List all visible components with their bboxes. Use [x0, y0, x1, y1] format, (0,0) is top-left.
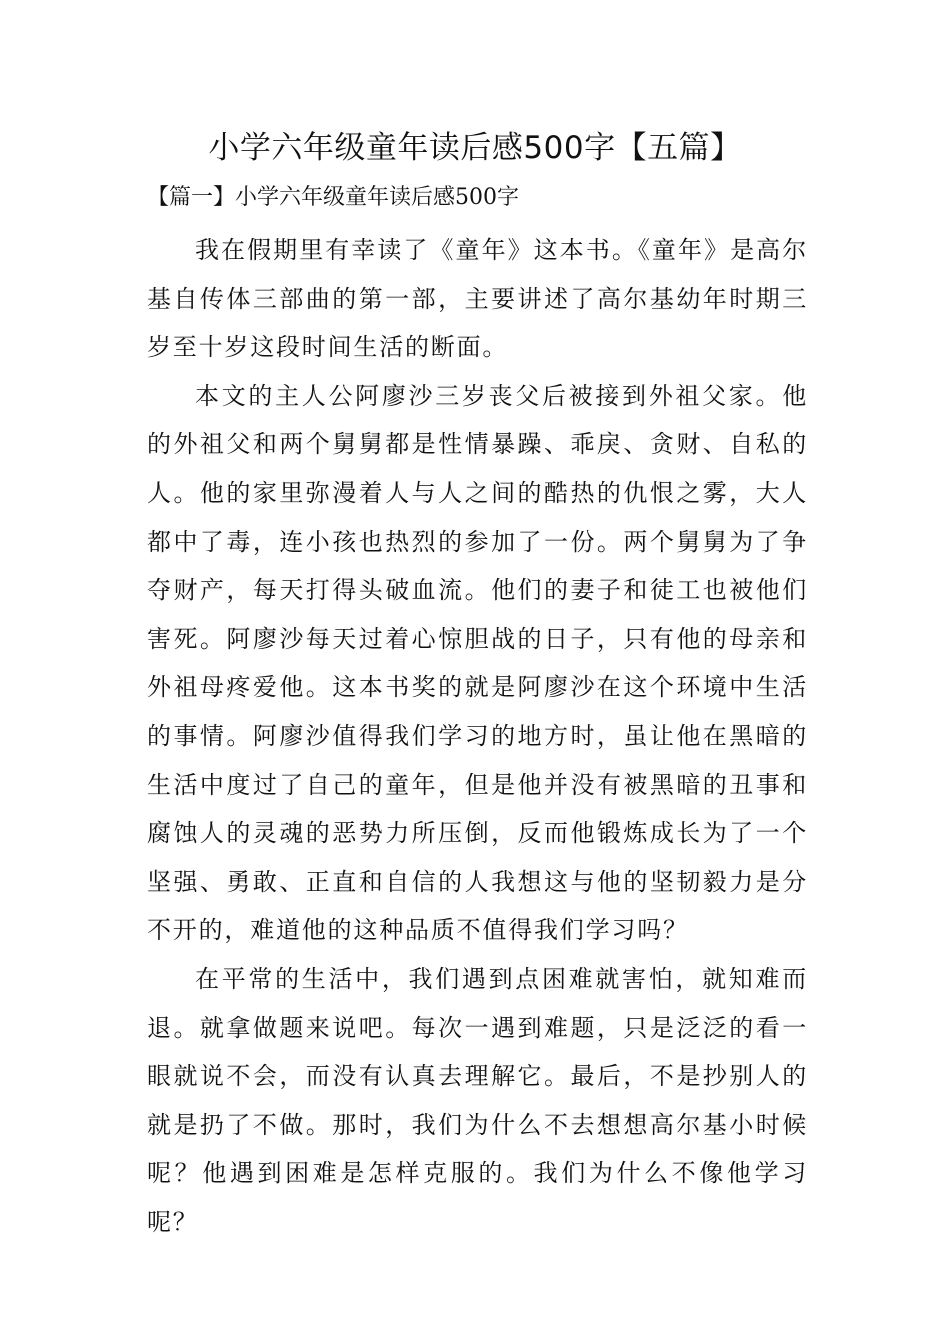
document-title: 小学六年级童年读后感500字【五篇】 [208, 130, 742, 166]
paragraph-2: 本文的主人公阿廖沙三岁丧父后被接到外祖父家。他的外祖父和两个舅舅都是性情暴躁、乖戾、贪财、自私的人。他的家里弥漫着人与人之间的酷热的仇恨之雾，大人都中了毒，连小孩也热烈的参加了一份。两个舅舅为了争夺财产，每天打得头破血流。他们的妻子和徒工也被他们害死。阿廖沙每天过着心惊胆战的日子，只有他的母亲和外祖母疼爱他。这本书奖的就是阿廖沙在这个环境中生活的事情。阿廖沙值得我们学习的地方时，虽让他在黑暗的生活中度过了自己的童年，但是他并没有被黑暗的丑事和腐蚀人的灵魂的恶势力所压倒，反而他锻炼成长为了一个坚强、勇敢、正直和自信的人我想这与他的坚韧毅力是分不开的，难道他的这种品质不值得我们学习吗？ [147, 381, 808, 945]
article-body [147, 226, 808, 1246]
section-heading: 【篇一】小学六年级童年读后感500字 [147, 185, 519, 210]
paragraph-1: 我在假期里有幸读了《童年》这本书。《童年》是高尔基自传体三部曲的第一部，主要讲述了高尔基幼年时期三岁至十岁这段时间生活的断面。 [147, 236, 808, 362]
paragraph-3: 在平常的生活中，我们遇到点困难就害怕，就知难而退。就拿做题来说吧。每次一遇到难题，只是泛泛的看一眼就说不会，而没有认真去理解它。最后，不是抄别人的就是扔了不做。那时，我们为什么不去想想高尔基小时候呢？他遇到困难是怎样克服的。我们为什么不像他学习呢？ [147, 964, 808, 1236]
